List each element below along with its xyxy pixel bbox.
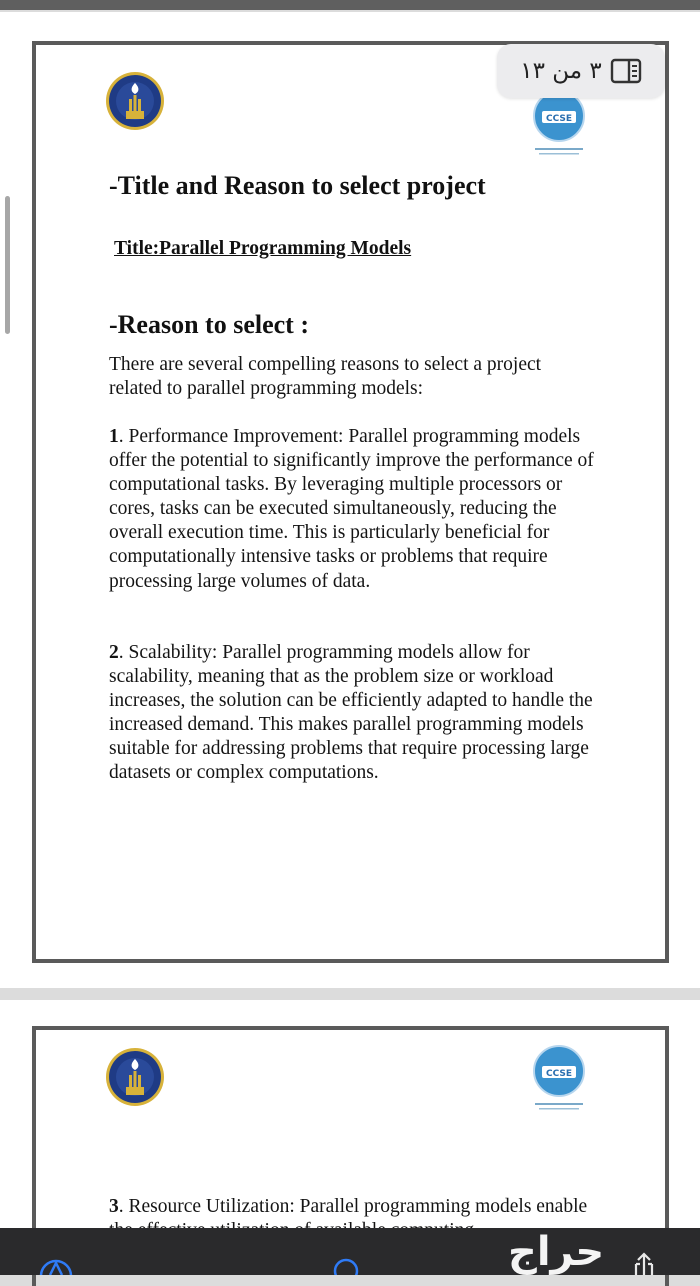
project-title: Title:Parallel Programming Models	[114, 238, 412, 259]
document-page-3	[0, 12, 700, 988]
point-3-number: 3	[109, 1196, 119, 1217]
point-3-text: . Resource Utilization: Parallel programming models enable	[118, 1196, 588, 1217]
search-icon[interactable]	[330, 1254, 366, 1275]
svg-text:CCSE: CCSE	[545, 1069, 573, 1079]
reason-heading: -Reason to select :	[109, 310, 309, 339]
point-1-text: . Performance Improvement: Parallel programming models offer the potential to significantly improve the performance of computational tasks. By leveraging multiple processors or cores, tasks can be executed simultaneously, reducing the overall execution time. This is particularly beneficial for computationally intensive tasks or problems that require processing large volumes of data.	[109, 426, 594, 592]
point-2-paragraph	[109, 641, 599, 786]
page-indicator[interactable]	[497, 44, 665, 98]
sidebar-toggle-icon[interactable]	[610, 58, 642, 84]
vertical-scrollbar[interactable]	[5, 196, 10, 334]
top-status-strip	[0, 0, 700, 10]
point-1-paragraph	[109, 425, 594, 594]
page-indicator-label: ٣ من ١٣	[520, 58, 602, 84]
point-1-number: 1	[109, 426, 119, 447]
point-2-number: 2	[109, 642, 119, 663]
ccse-logo-icon	[529, 88, 589, 164]
university-logo-icon	[105, 1047, 165, 1107]
section-title-heading: -Title and Reason to select project	[109, 171, 486, 200]
svg-text:CCSE: CCSE	[545, 114, 573, 124]
markup-icon[interactable]	[36, 1254, 76, 1275]
haraj-watermark: حراج	[508, 1229, 605, 1275]
university-logo-icon	[105, 71, 165, 131]
point-2-text: . Scalability: Parallel programming models allow for scalability, meaning that as the problem size or workload increases, the solution can be efficiently adapted to handle the increased demand. This makes parallel programming models suitable for addressing problems that require processing large datasets or complex computations.	[109, 642, 593, 784]
intro-paragraph: There are several compelling reasons to select a project related to parallel programming models:	[109, 354, 542, 400]
ccse-logo-icon	[529, 1043, 589, 1119]
share-icon[interactable]	[626, 1250, 662, 1275]
